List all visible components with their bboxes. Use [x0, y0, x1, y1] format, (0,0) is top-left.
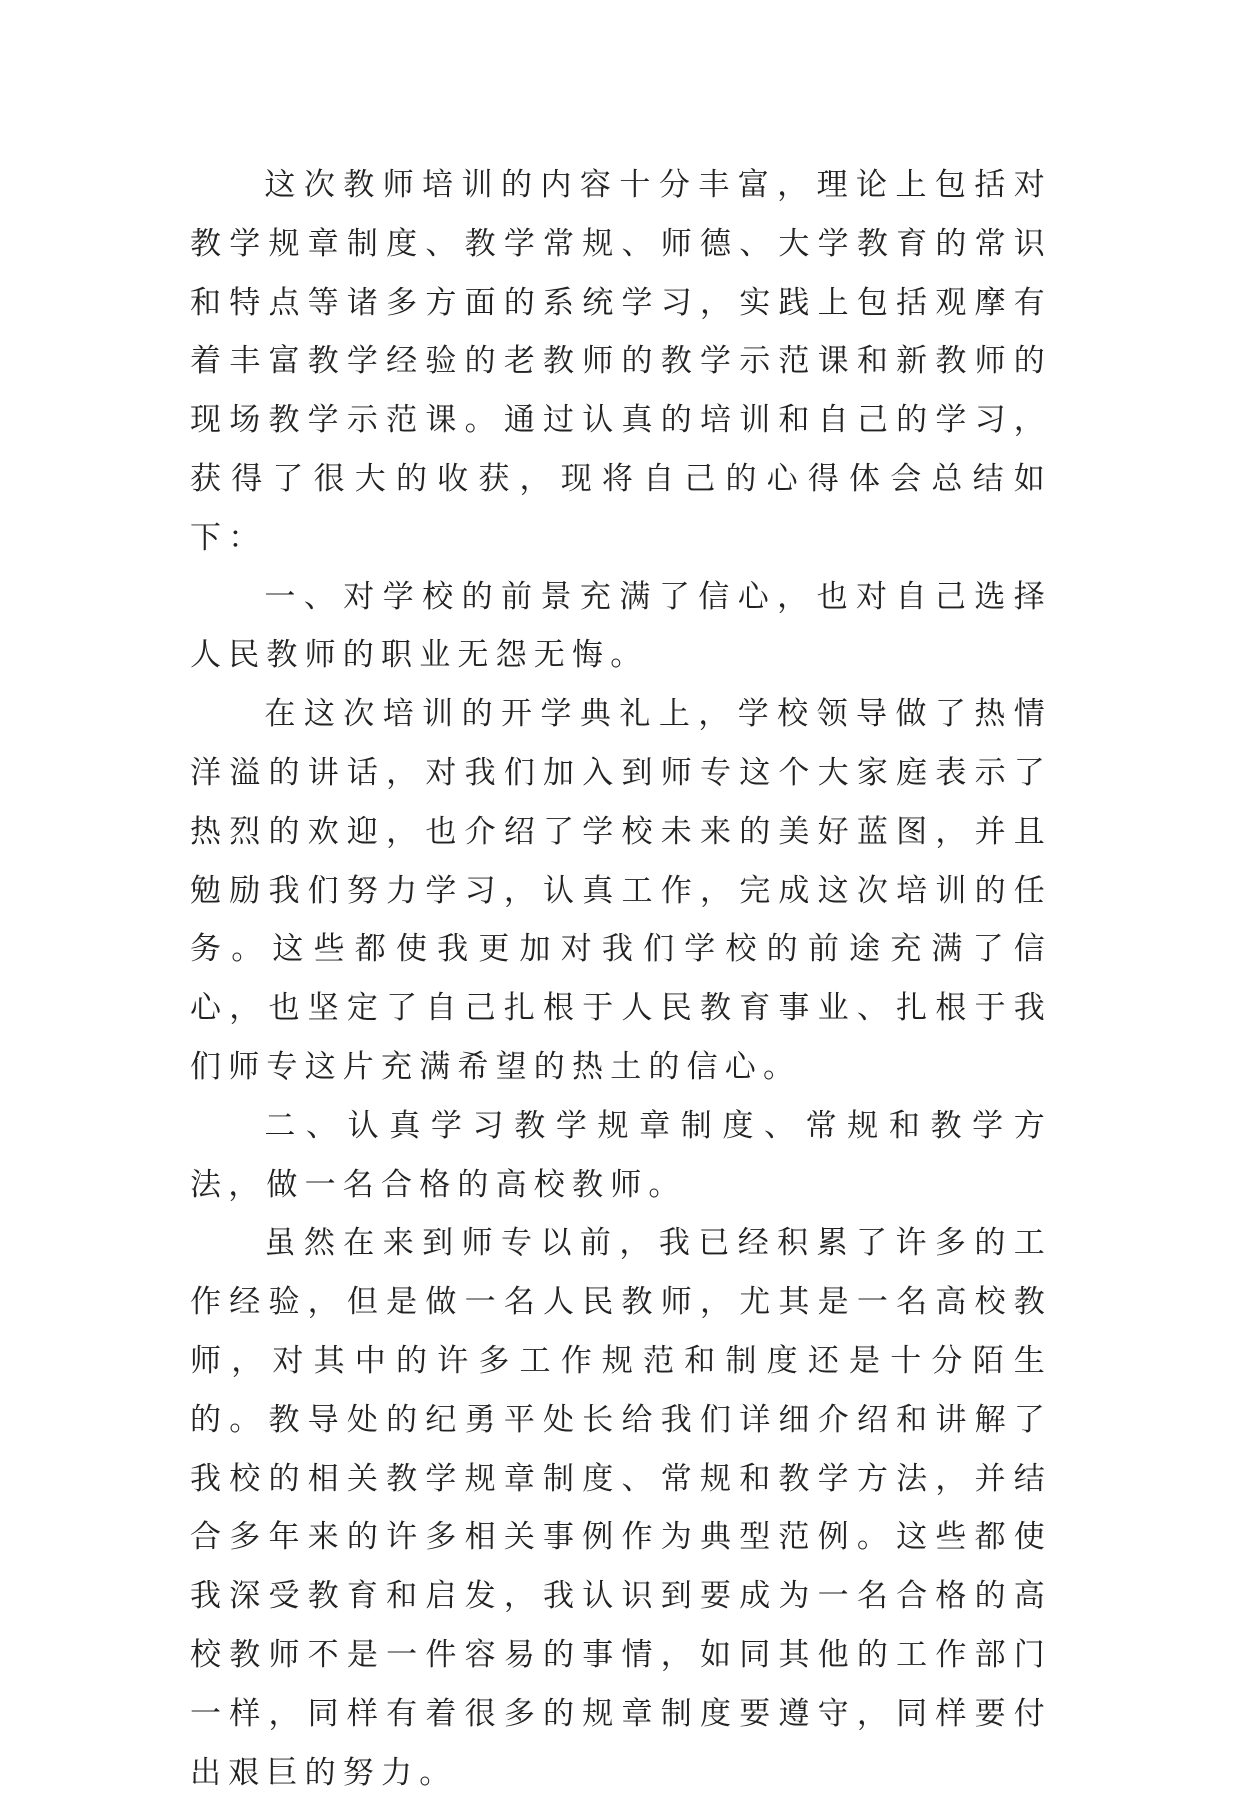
heading-section-one: 一、对学校的前景充满了信心，也对自己选择人民教师的职业无怨无悔。	[190, 578, 1052, 674]
document-body	[190, 156, 1052, 1802]
paragraph-intro: 这次教师培训的内容十分丰富，理论上包括对教学规章制度、教学常规、师德、大学教育的常识和特点等诸多方面的系统学习，实践上包括观摩有着丰富教学经验的老教师的教学示范课和新教师的现场教学示范课。通过认真的培训和自己的学习，获得了很大的收获，现将自己的心得体会总结如下：	[190, 167, 1052, 556]
paragraph-regulations: 虽然在来到师专以前，我已经积累了许多的工作经验，但是做一名人民教师，尤其是一名高校教师，对其中的许多工作规范和制度还是十分陌生的。教导处的纪勇平处长给我们详细介绍和讲解了我校的相关教学规章制度、常规和教学方法，并结合多年来的许多相关事例作为典型范例。这些都使我深受教育和启发，我认识到要成为一名合格的高校教师不是一件容易的事情，如同其他的工作部门一样，同样有着很多的规章制度要遵守，同样要付出艰巨的努力。	[190, 1225, 1052, 1791]
paragraph-opening-ceremony: 在这次培训的开学典礼上，学校领导做了热情洋溢的讲话，对我们加入到师专这个大家庭表示了热烈的欢迎，也介绍了学校未来的美好蓝图，并且勉励我们努力学习，认真工作，完成这次培训的任务。这些都使我更加对我们学校的前途充满了信心，也坚定了自己扎根于人民教育事业、扎根于我们师专这片充满希望的热土的信心。	[190, 696, 1052, 1085]
heading-section-two: 二、认真学习教学规章制度、常规和教学方法，做一名合格的高校教师。	[190, 1107, 1052, 1203]
